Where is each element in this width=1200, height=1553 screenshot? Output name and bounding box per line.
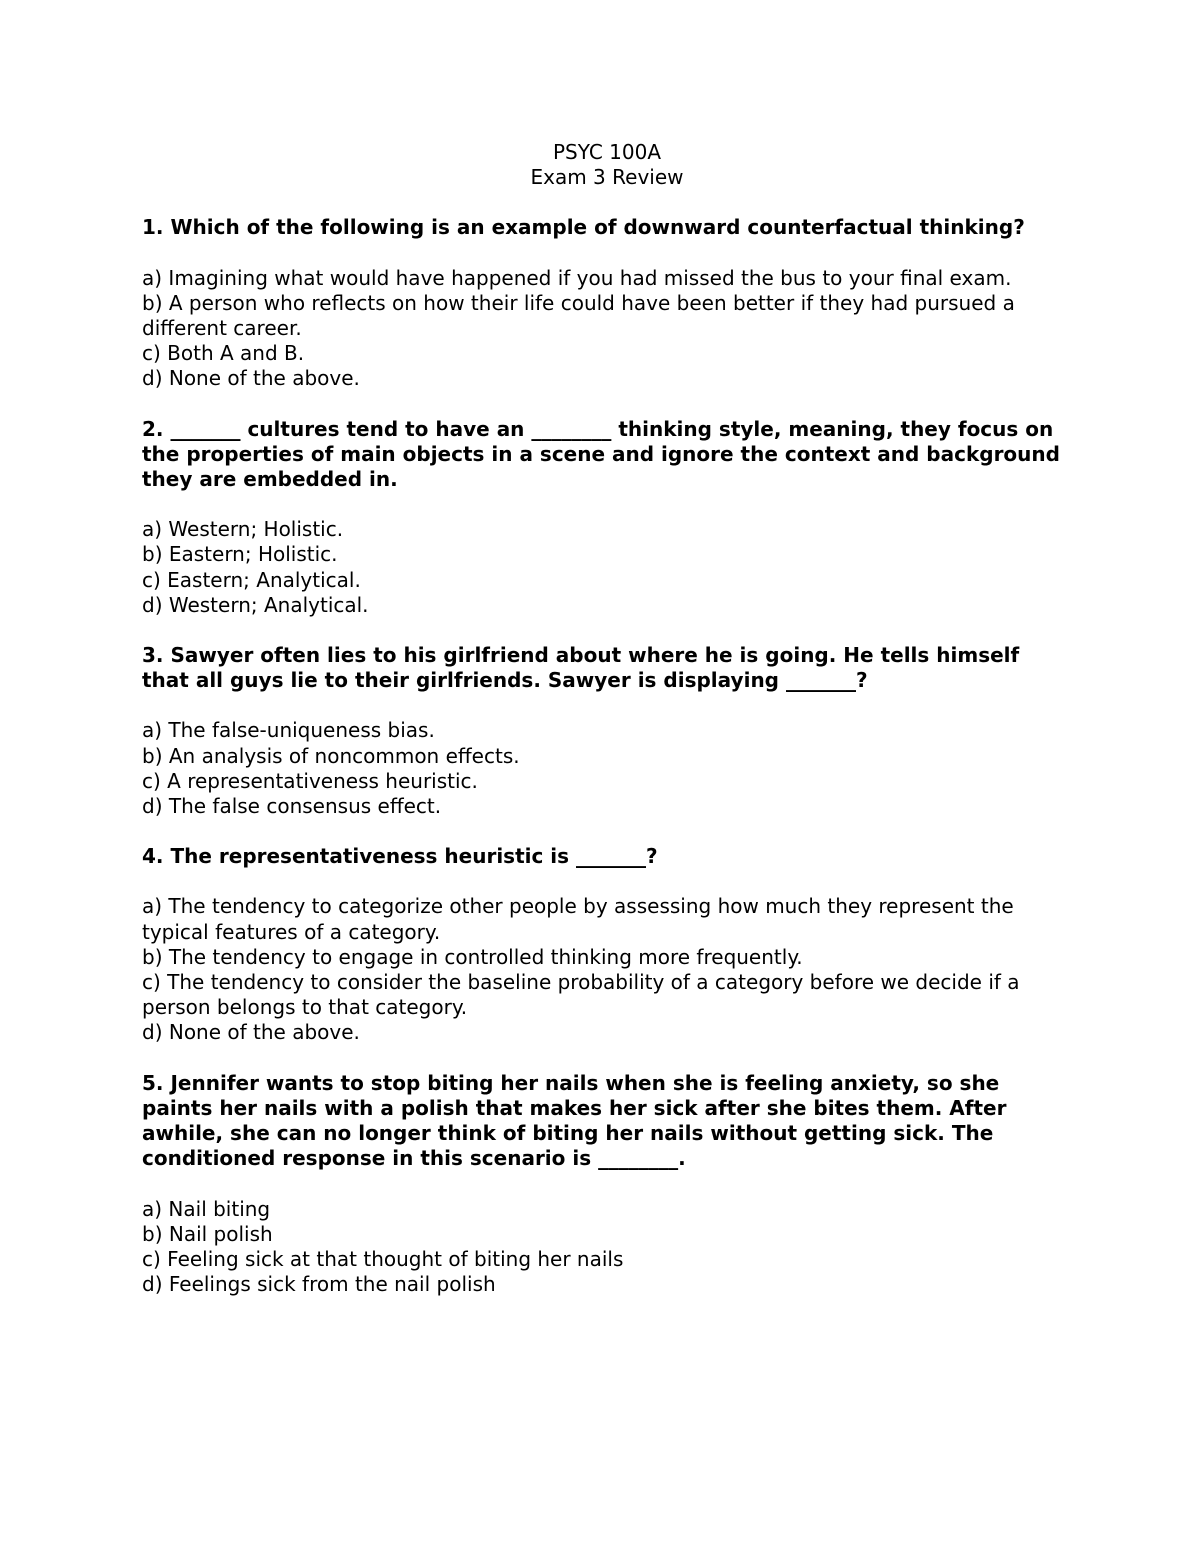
answer-options	[142, 718, 1072, 819]
answer-option: c) Feeling sick at that thought of biting her nails	[142, 1246, 624, 1271]
question-block-4	[142, 844, 1072, 1045]
question-prompt: 5. Jennifer wants to stop biting her nails when she is feeling anxiety, so she paints her nails with a polish that makes her sick after she bites them. After awhile, she can no longer think of biting her nails without getting sick. The conditioned response in this scenario is ________.	[142, 1070, 1007, 1171]
answer-option: a) The false-uniqueness bias.	[142, 718, 435, 743]
document-subtitle: Exam 3 Review	[530, 165, 684, 190]
course-title: PSYC 100A	[552, 140, 662, 164]
answer-option: d) None of the above.	[142, 1020, 360, 1045]
question-prompt: 4. The representativeness heuristic is _______?	[142, 844, 658, 869]
answer-option: a) The tendency to categorize other people by assessing how much they represent the typical features of a category.	[142, 894, 1014, 944]
answer-option: c) The tendency to consider the baseline probability of a category before we decide if a person belongs to that category.	[142, 970, 1020, 1020]
question-block-5	[142, 1071, 1072, 1298]
answer-option: d) None of the above.	[142, 366, 360, 391]
document-page	[142, 140, 1072, 1297]
answer-option: b) Nail polish	[142, 1221, 273, 1246]
answer-option: a) Western; Holistic.	[142, 517, 344, 542]
answer-option: b) A person who reflects on how their life could have been better if they had pursued a different career.	[142, 290, 1015, 341]
answer-option: b) The tendency to engage in controlled thinking more frequently.	[142, 944, 803, 969]
answer-option: c) Both A and B.	[142, 341, 305, 366]
answer-options	[142, 894, 1072, 1045]
answer-options	[142, 266, 1072, 392]
question-prompt: 3. Sawyer often lies to his girlfriend about where he is going. He tells himself that all guys lie to their girlfriends. Sawyer is displaying _______?	[142, 643, 1020, 693]
answer-options	[142, 517, 1072, 618]
answer-option: a) Nail biting	[142, 1196, 271, 1221]
question-block-3	[142, 643, 1072, 819]
answer-option: d) The false consensus effect.	[142, 794, 442, 819]
answer-option: b) Eastern; Holistic.	[142, 542, 338, 567]
answer-option: a) Imagining what would have happened if you had missed the bus to your final exam.	[142, 265, 1012, 290]
answer-option: d) Feelings sick from the nail polish	[142, 1272, 496, 1297]
answer-option: b) An analysis of noncommon effects.	[142, 743, 520, 768]
question-prompt: 1. Which of the following is an example of downward counterfactual thinking?	[142, 215, 1025, 240]
answer-option: c) Eastern; Analytical.	[142, 567, 361, 592]
answer-option: d) Western; Analytical.	[142, 592, 369, 617]
question-block-2	[142, 417, 1072, 618]
question-prompt: 2. _______ cultures tend to have an ________ thinking style, meaning, they focus on the properties of main objects in a scene and ignore the context and background they are embedded in.	[142, 416, 1060, 492]
question-block-1	[142, 215, 1072, 391]
answer-options	[142, 1197, 1072, 1298]
document-header	[142, 140, 1072, 190]
answer-option: c) A representativeness heuristic.	[142, 768, 478, 793]
